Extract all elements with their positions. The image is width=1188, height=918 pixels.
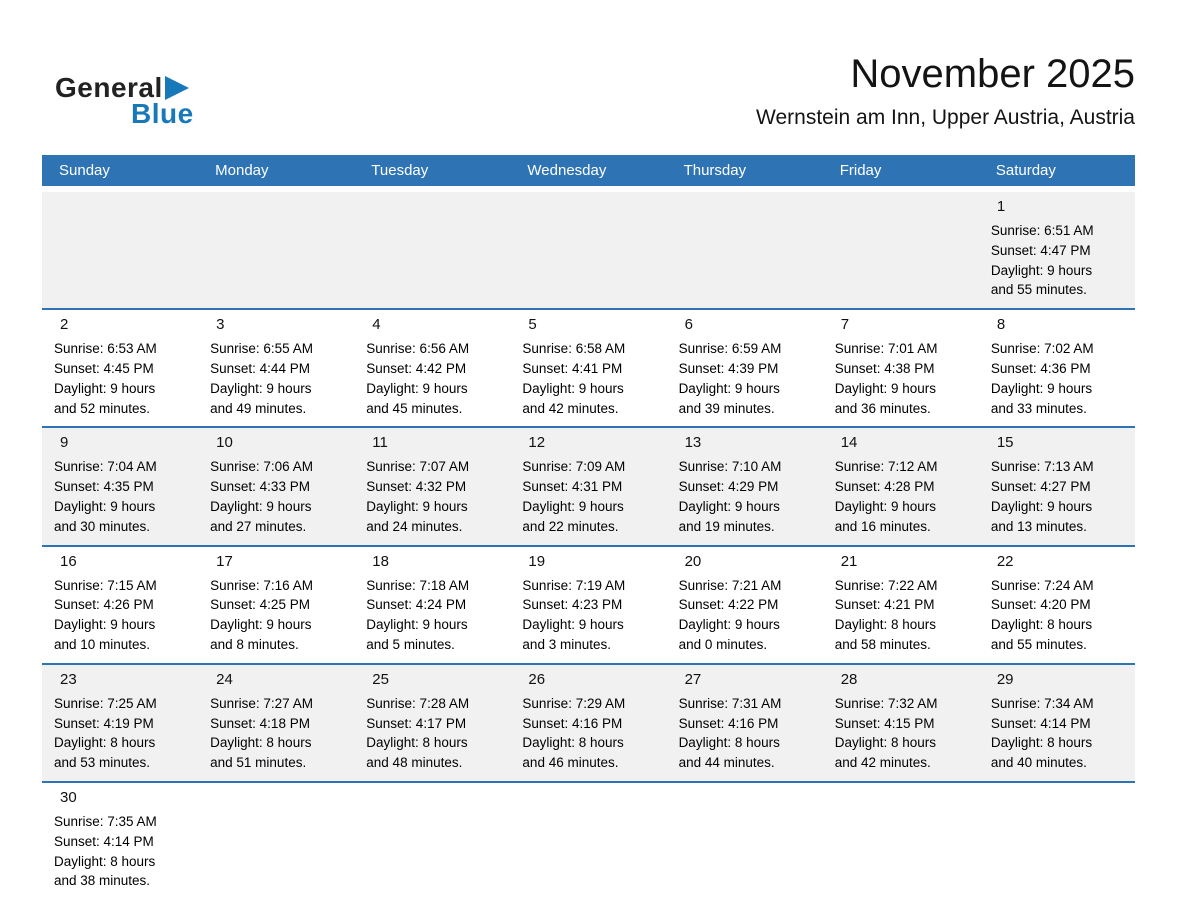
daylight-line-1: Daylight: 9 hours <box>54 498 156 514</box>
day-number: 3 <box>216 316 225 334</box>
sunrise-line: Sunrise: 7:04 AM <box>54 459 157 475</box>
day-cell-30 <box>42 783 198 899</box>
day-cell-empty <box>823 783 979 899</box>
title-block <box>756 52 1135 130</box>
daylight-line-2: and 46 minutes. <box>522 755 619 771</box>
sunrise-line: Sunrise: 7:24 AM <box>990 577 1094 593</box>
daylight-line-1: Daylight: 9 hours <box>990 262 1093 278</box>
day-number: 30 <box>60 788 77 806</box>
daylight-line-1: Daylight: 8 hours <box>54 735 156 751</box>
day-number: 6 <box>684 316 693 334</box>
day-cell-21 <box>823 547 979 663</box>
day-cell-26 <box>510 665 666 781</box>
daylight-line-2: and 8 minutes. <box>210 636 299 652</box>
sunrise-line: Sunrise: 7:31 AM <box>678 695 782 711</box>
week-row-3 <box>42 426 1135 544</box>
daylight-line-1: Daylight: 9 hours <box>990 380 1093 396</box>
daylight-line-2: and 52 minutes. <box>54 400 151 416</box>
day-cell-13 <box>667 428 823 544</box>
day-cell-3 <box>198 310 354 426</box>
day-cell-19 <box>510 547 666 663</box>
sunrise-line: Sunrise: 7:09 AM <box>522 459 626 475</box>
daylight-line-1: Daylight: 8 hours <box>990 617 1093 633</box>
sunset-line: Sunset: 4:14 PM <box>990 715 1091 731</box>
sunrise-line: Sunrise: 7:18 AM <box>366 577 470 593</box>
weekday-header-saturday: Saturday <box>995 162 1056 179</box>
day-cell-15 <box>979 428 1135 544</box>
day-number: 18 <box>372 552 389 570</box>
daylight-line-1: Daylight: 8 hours <box>366 735 468 751</box>
sunset-line: Sunset: 4:32 PM <box>366 479 467 495</box>
day-number: 20 <box>684 552 702 570</box>
day-number: 15 <box>996 434 1014 452</box>
daylight-line-1: Daylight: 8 hours <box>54 853 156 869</box>
sunrise-line: Sunrise: 7:21 AM <box>678 577 782 593</box>
daylight-line-1: Daylight: 9 hours <box>990 498 1093 514</box>
daylight-line-2: and 30 minutes. <box>54 518 151 534</box>
day-cell-16 <box>42 547 198 663</box>
sunrise-line: Sunrise: 7:12 AM <box>834 459 938 475</box>
daylight-line-2: and 16 minutes. <box>834 518 931 534</box>
sunset-line: Sunset: 4:41 PM <box>522 360 623 376</box>
daylight-line-2: and 45 minutes. <box>366 400 463 416</box>
daylight-line-1: Daylight: 8 hours <box>834 617 937 633</box>
day-number: 4 <box>372 316 381 334</box>
sunrise-line: Sunrise: 7:29 AM <box>522 695 626 711</box>
daylight-line-2: and 58 minutes. <box>834 636 931 652</box>
daylight-line-1: Daylight: 9 hours <box>210 380 312 396</box>
sunset-line: Sunset: 4:19 PM <box>54 715 154 731</box>
day-number: 9 <box>60 434 69 452</box>
sunset-line: Sunset: 4:24 PM <box>366 597 467 613</box>
daylight-line-1: Daylight: 9 hours <box>522 498 624 514</box>
daylight-line-1: Daylight: 9 hours <box>678 617 780 633</box>
day-cell-14 <box>823 428 979 544</box>
sunrise-line: Sunrise: 7:07 AM <box>366 459 470 475</box>
daylight-line-2: and 39 minutes. <box>678 400 775 416</box>
sunset-line: Sunset: 4:27 PM <box>990 479 1091 495</box>
daylight-line-2: and 19 minutes. <box>678 518 775 534</box>
sunset-line: Sunset: 4:28 PM <box>834 479 935 495</box>
sunset-line: Sunset: 4:18 PM <box>210 715 310 731</box>
sunrise-line: Sunrise: 6:56 AM <box>366 341 470 357</box>
day-cell-18 <box>354 547 510 663</box>
day-number: 10 <box>216 434 233 452</box>
daylight-line-1: Daylight: 9 hours <box>366 380 468 396</box>
daylight-line-2: and 55 minutes. <box>990 636 1087 652</box>
day-number: 7 <box>840 316 850 334</box>
week-row-1 <box>42 192 1135 308</box>
day-cell-11 <box>354 428 510 544</box>
day-cell-empty <box>198 192 354 308</box>
sunset-line: Sunset: 4:21 PM <box>834 597 935 613</box>
daylight-line-1: Daylight: 9 hours <box>210 498 312 514</box>
daylight-line-1: Daylight: 9 hours <box>522 617 624 633</box>
day-cell-empty <box>42 192 198 308</box>
sunset-line: Sunset: 4:47 PM <box>990 242 1091 258</box>
daylight-line-2: and 33 minutes. <box>990 400 1087 416</box>
general-blue-logo <box>55 52 194 128</box>
day-cell-9 <box>42 428 198 544</box>
sunrise-line: Sunrise: 7:10 AM <box>678 459 782 475</box>
sunrise-line: Sunrise: 7:01 AM <box>834 341 938 357</box>
weekday-header-monday: Monday <box>215 162 269 179</box>
sunset-line: Sunset: 4:16 PM <box>522 715 623 731</box>
sunrise-line: Sunrise: 7:06 AM <box>210 459 313 475</box>
day-cell-12 <box>510 428 666 544</box>
day-cell-2 <box>42 310 198 426</box>
sunrise-line: Sunrise: 7:16 AM <box>210 577 313 593</box>
sunrise-line: Sunrise: 6:55 AM <box>210 341 313 357</box>
day-cell-10 <box>198 428 354 544</box>
daylight-line-2: and 40 minutes. <box>990 755 1087 771</box>
day-cell-7 <box>823 310 979 426</box>
day-number: 25 <box>372 670 389 688</box>
day-cell-empty <box>354 783 510 899</box>
day-number: 26 <box>528 670 546 688</box>
day-cell-25 <box>354 665 510 781</box>
week-row-2 <box>42 308 1135 426</box>
page-header <box>0 0 1188 155</box>
sunset-line: Sunset: 4:31 PM <box>522 479 623 495</box>
day-number: 21 <box>840 552 858 570</box>
daylight-line-2: and 36 minutes. <box>834 400 931 416</box>
sunrise-line: Sunrise: 6:51 AM <box>990 223 1094 238</box>
day-cell-20 <box>667 547 823 663</box>
day-cell-6 <box>667 310 823 426</box>
daylight-line-2: and 49 minutes. <box>210 400 307 416</box>
daylight-line-1: Daylight: 9 hours <box>522 380 624 396</box>
daylight-line-2: and 10 minutes. <box>54 636 151 652</box>
day-cell-5 <box>510 310 666 426</box>
sunrise-line: Sunrise: 7:35 AM <box>54 813 157 829</box>
day-number: 29 <box>996 670 1014 688</box>
logo-text-general: General <box>55 72 163 103</box>
sunset-line: Sunset: 4:44 PM <box>210 360 310 376</box>
sunset-line: Sunset: 4:22 PM <box>678 597 779 613</box>
day-number: 19 <box>528 552 546 570</box>
daylight-line-1: Daylight: 9 hours <box>366 617 468 633</box>
day-number: 11 <box>372 434 388 452</box>
day-number: 24 <box>216 670 233 688</box>
weekday-header-friday: Friday <box>839 162 882 179</box>
sunrise-line: Sunrise: 7:32 AM <box>834 695 938 711</box>
daylight-line-1: Daylight: 9 hours <box>834 380 937 396</box>
day-cell-empty <box>979 783 1135 899</box>
day-cell-28 <box>823 665 979 781</box>
daylight-line-1: Daylight: 8 hours <box>990 735 1093 751</box>
daylight-line-2: and 13 minutes. <box>990 518 1087 534</box>
day-number: 5 <box>528 316 537 334</box>
daylight-line-2: and 55 minutes. <box>990 282 1087 298</box>
daylight-line-1: Daylight: 8 hours <box>210 735 312 751</box>
sunrise-line: Sunrise: 7:22 AM <box>834 577 938 593</box>
daylight-line-1: Daylight: 9 hours <box>210 617 312 633</box>
daylight-line-2: and 0 minutes. <box>678 636 768 652</box>
daylight-line-2: and 5 minutes. <box>366 636 455 652</box>
daylight-line-2: and 27 minutes. <box>210 518 307 534</box>
day-cell-empty <box>823 192 979 308</box>
day-cell-8 <box>979 310 1135 426</box>
sunrise-line: Sunrise: 7:34 AM <box>990 695 1094 711</box>
page-subtitle: Wernstein am Inn, Upper Austria, Austria <box>756 106 1135 129</box>
day-number: 13 <box>684 434 702 452</box>
page-title: November 2025 <box>850 52 1135 96</box>
day-cell-1 <box>979 192 1135 308</box>
week-row-5 <box>42 663 1135 781</box>
daylight-line-2: and 42 minutes. <box>522 400 619 416</box>
daylight-line-2: and 24 minutes. <box>366 518 463 534</box>
sunrise-line: Sunrise: 7:15 AM <box>54 577 157 593</box>
sunrise-line: Sunrise: 7:25 AM <box>54 695 157 711</box>
day-cell-empty <box>510 192 666 308</box>
sunrise-line: Sunrise: 7:02 AM <box>990 341 1094 357</box>
daylight-line-2: and 38 minutes. <box>54 873 151 889</box>
sunrise-line: Sunrise: 7:28 AM <box>366 695 470 711</box>
daylight-line-1: Daylight: 8 hours <box>834 735 937 751</box>
day-number: 28 <box>840 670 858 688</box>
sunset-line: Sunset: 4:39 PM <box>678 360 779 376</box>
week-row-6 <box>42 781 1135 899</box>
sunrise-line: Sunrise: 7:19 AM <box>522 577 626 593</box>
sunset-line: Sunset: 4:35 PM <box>54 479 154 495</box>
daylight-line-1: Daylight: 8 hours <box>522 735 624 751</box>
daylight-line-1: Daylight: 9 hours <box>54 617 156 633</box>
weekday-header-wednesday: Wednesday <box>527 162 607 179</box>
daylight-line-2: and 42 minutes. <box>834 755 931 771</box>
week-row-4 <box>42 545 1135 663</box>
sunset-line: Sunset: 4:26 PM <box>54 597 154 613</box>
day-cell-empty <box>510 783 666 899</box>
day-cell-23 <box>42 665 198 781</box>
weekday-header-row <box>42 155 1135 186</box>
daylight-line-1: Daylight: 9 hours <box>678 380 780 396</box>
day-cell-22 <box>979 547 1135 663</box>
logo-text-blue: Blue <box>131 98 194 129</box>
sunrise-line: Sunrise: 6:53 AM <box>54 341 157 357</box>
sunrise-line: Sunrise: 6:59 AM <box>678 341 782 357</box>
day-number: 8 <box>996 316 1006 334</box>
day-number: 17 <box>216 552 233 570</box>
calendar <box>42 155 1135 899</box>
sunset-line: Sunset: 4:15 PM <box>834 715 935 731</box>
sunset-line: Sunset: 4:25 PM <box>210 597 310 613</box>
daylight-line-2: and 51 minutes. <box>210 755 307 771</box>
sunset-line: Sunset: 4:45 PM <box>54 360 154 376</box>
day-cell-4 <box>354 310 510 426</box>
sunset-line: Sunset: 4:14 PM <box>54 833 154 849</box>
day-number: 23 <box>60 670 77 688</box>
sunset-line: Sunset: 4:20 PM <box>990 597 1091 613</box>
daylight-line-2: and 22 minutes. <box>522 518 619 534</box>
daylight-line-2: and 44 minutes. <box>678 755 775 771</box>
daylight-line-1: Daylight: 9 hours <box>834 498 937 514</box>
sunset-line: Sunset: 4:33 PM <box>210 479 310 495</box>
daylight-line-1: Daylight: 8 hours <box>678 735 780 751</box>
weekday-header-thursday: Thursday <box>683 162 747 179</box>
day-number: 1 <box>996 198 1006 215</box>
day-number: 12 <box>528 434 546 452</box>
daylight-line-2: and 48 minutes. <box>366 755 463 771</box>
day-cell-29 <box>979 665 1135 781</box>
logo-triangle-icon <box>165 76 189 100</box>
sunset-line: Sunset: 4:36 PM <box>990 360 1091 376</box>
weekday-header-sunday: Sunday <box>59 162 110 179</box>
day-cell-empty <box>198 783 354 899</box>
sunset-line: Sunset: 4:42 PM <box>366 360 467 376</box>
sunset-line: Sunset: 4:29 PM <box>678 479 779 495</box>
day-number: 14 <box>840 434 858 452</box>
sunset-line: Sunset: 4:23 PM <box>522 597 623 613</box>
day-number: 16 <box>60 552 77 570</box>
daylight-line-1: Daylight: 9 hours <box>366 498 468 514</box>
sunset-line: Sunset: 4:16 PM <box>678 715 779 731</box>
daylight-line-1: Daylight: 9 hours <box>54 380 156 396</box>
daylight-line-2: and 53 minutes. <box>54 755 151 771</box>
daylight-line-2: and 3 minutes. <box>522 636 611 652</box>
sunrise-line: Sunrise: 7:13 AM <box>990 459 1094 475</box>
day-cell-empty <box>667 783 823 899</box>
day-cell-27 <box>667 665 823 781</box>
day-cell-17 <box>198 547 354 663</box>
sunrise-line: Sunrise: 6:58 AM <box>522 341 626 357</box>
daylight-line-1: Daylight: 9 hours <box>678 498 780 514</box>
day-number: 22 <box>996 552 1014 570</box>
sunset-line: Sunset: 4:38 PM <box>834 360 935 376</box>
sunrise-line: Sunrise: 7:27 AM <box>210 695 313 711</box>
day-number: 2 <box>60 316 69 334</box>
day-number: 27 <box>684 670 702 688</box>
calendar-weeks <box>42 192 1135 899</box>
weekday-header-tuesday: Tuesday <box>371 162 429 179</box>
day-cell-empty <box>354 192 510 308</box>
sunset-line: Sunset: 4:17 PM <box>366 715 467 731</box>
day-cell-24 <box>198 665 354 781</box>
day-cell-empty <box>667 192 823 308</box>
